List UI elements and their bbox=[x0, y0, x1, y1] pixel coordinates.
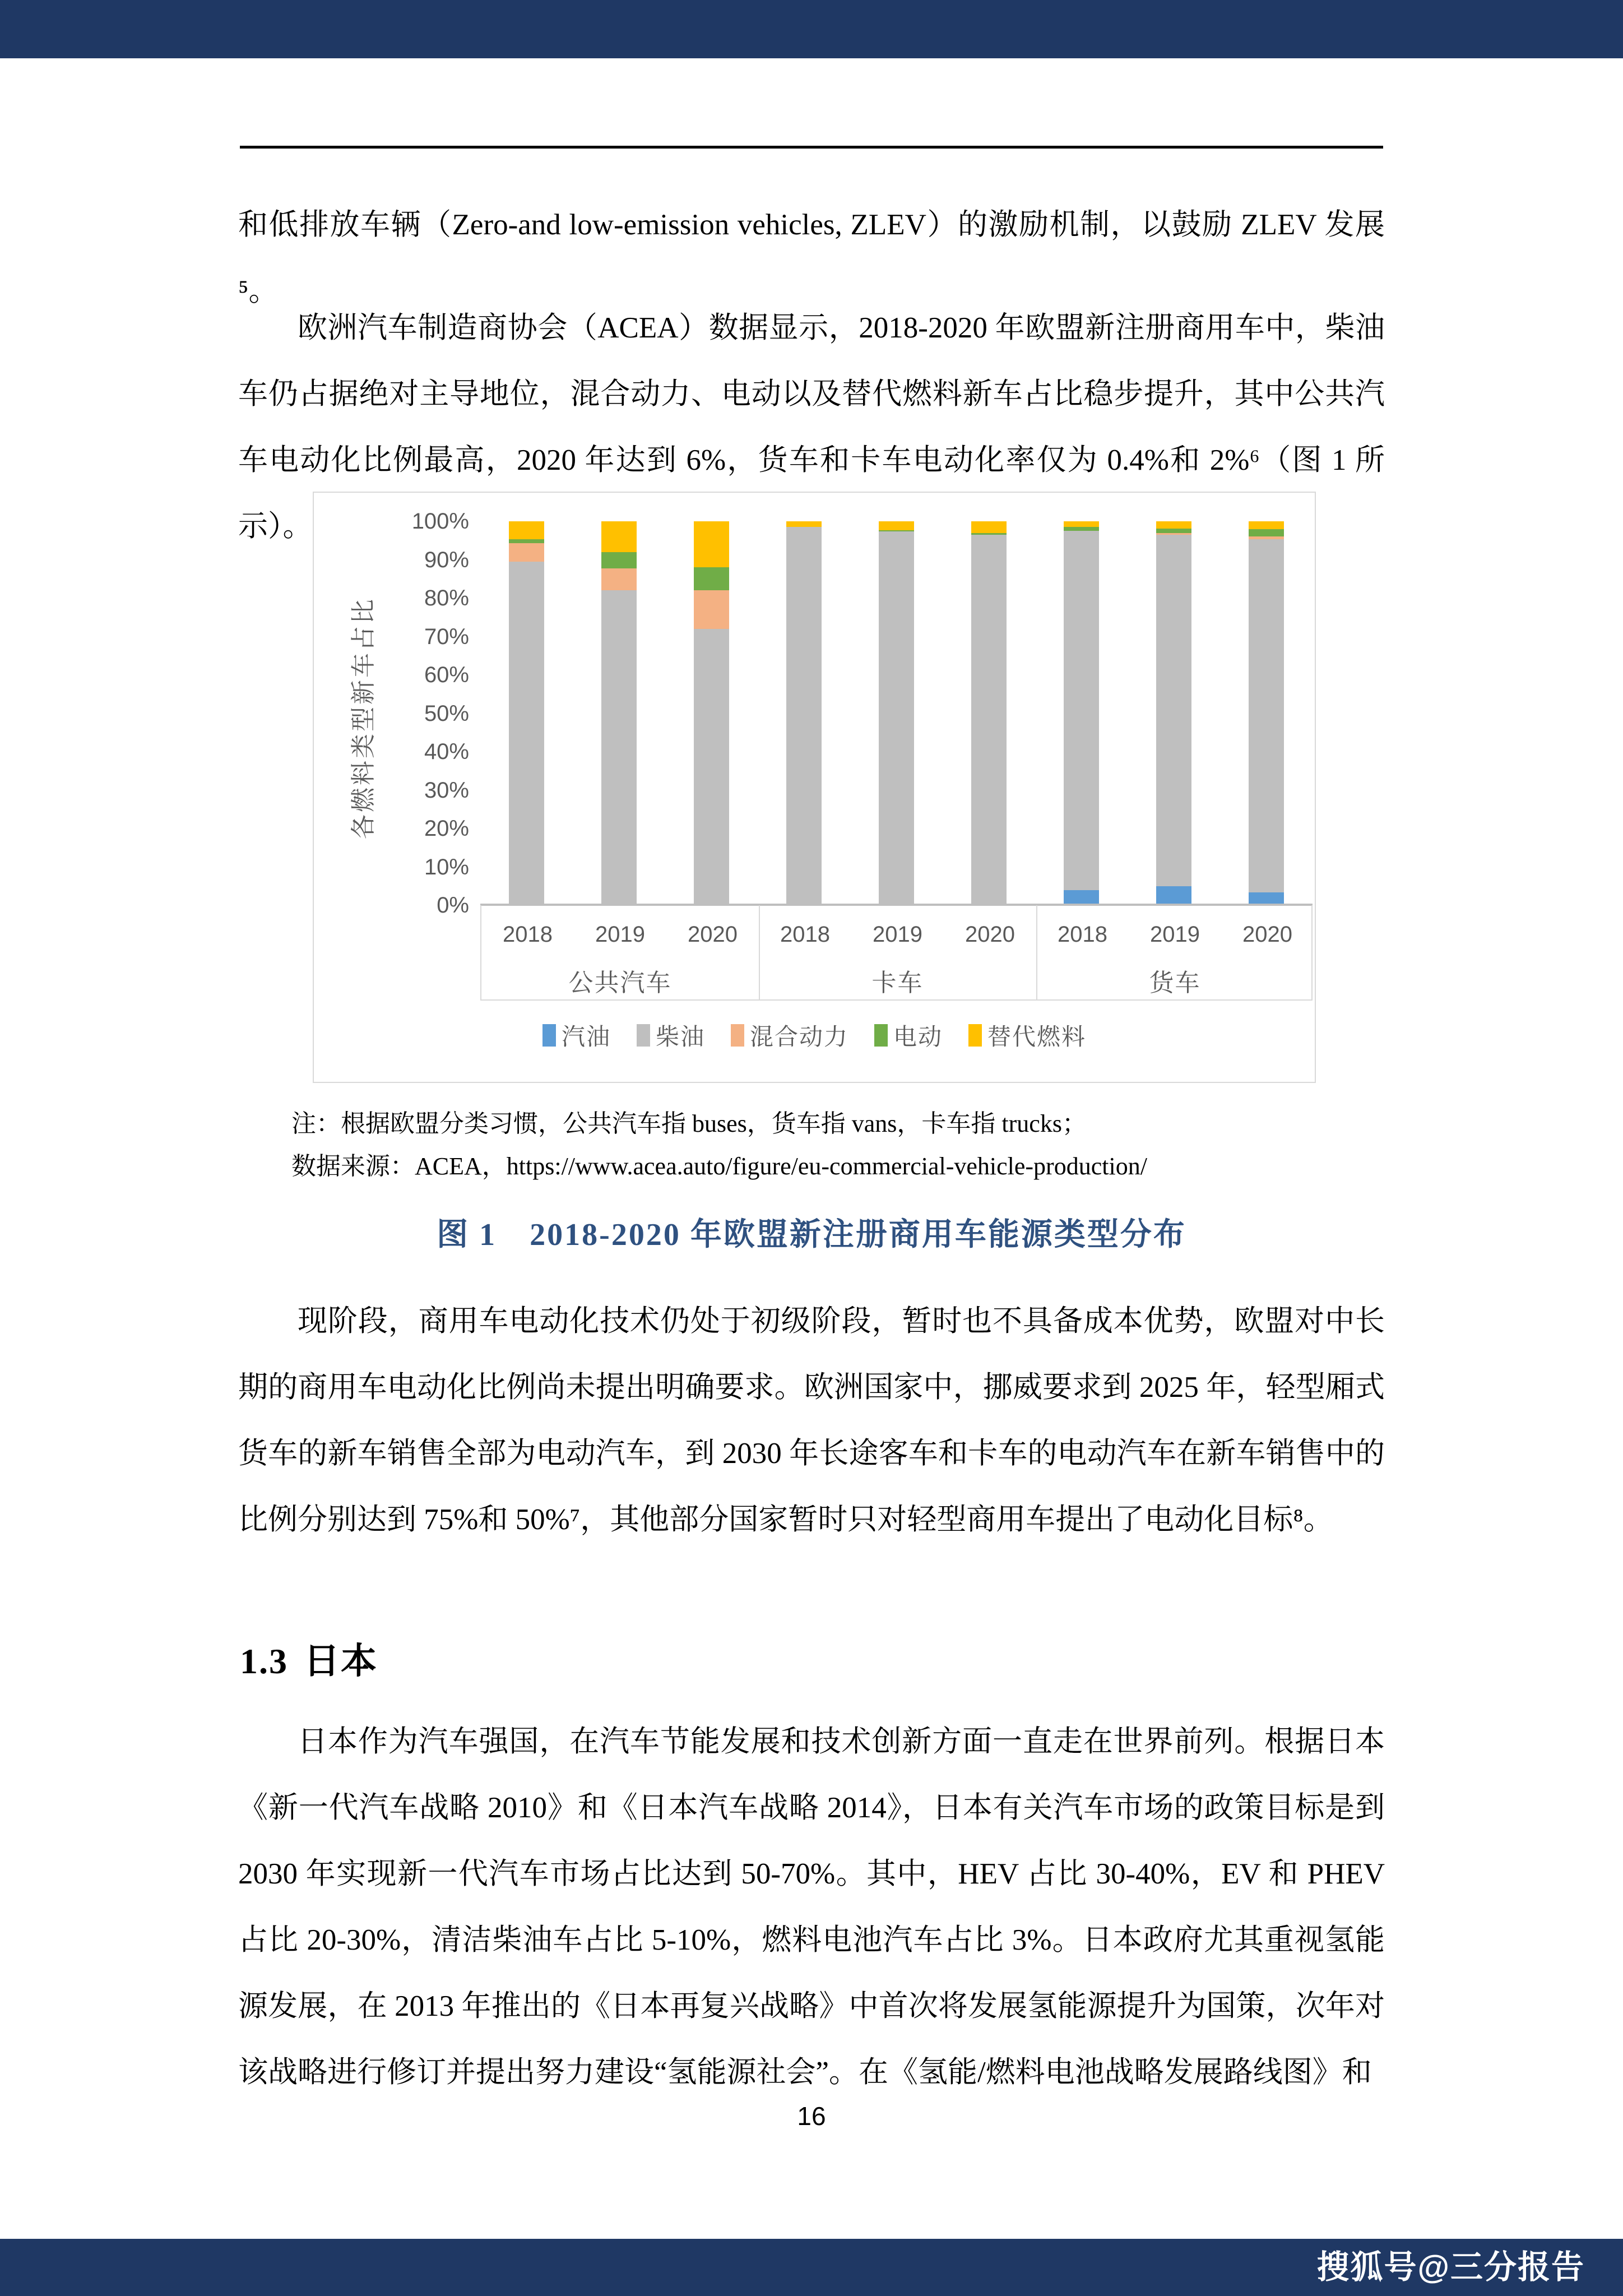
bar-segment-电动 bbox=[971, 533, 1007, 535]
section-number: 1.3 bbox=[240, 1641, 288, 1681]
y-tick-label: 60% bbox=[424, 663, 469, 687]
page-number: 16 bbox=[797, 2101, 826, 2131]
legend-item-电动 bbox=[874, 1019, 943, 1052]
x-group-separator bbox=[759, 905, 760, 1001]
legend-label: 混合动力 bbox=[749, 1024, 848, 1050]
paragraph-japan: 日本作为汽车强国，在汽车节能发展和技术创新方面一直走在世界前列。根据日本《新一代汽车战略 2010》和《日本汽车战略 2014》，日本有关汽车市场的政策目标是到 2030 年实现新一代汽车市场占比达到 50-70%。其中，HEV 占比 30-40%，EV 和 PHEV 占比 20-30%，清洁柴油车占比 5-10%，燃料电池汽车占比 3%。日本政府尤其重视氢能源发展，在 2013 年推出的《日本再复兴战略》中首次将发展氢能源提升为国策，次年对该战略进行修订并提出努力建设“氢能源社会”。在《氢能/燃料电池战略发展路线图》和 bbox=[238, 1725, 1385, 2089]
y-tick-label: 80% bbox=[424, 586, 469, 610]
legend-label: 替代燃料 bbox=[987, 1024, 1087, 1050]
bar-segment-替代燃料 bbox=[1064, 521, 1099, 527]
legend-swatch bbox=[968, 1024, 982, 1047]
y-tick-label: 40% bbox=[424, 739, 469, 764]
bar-segment-电动 bbox=[509, 539, 544, 543]
y-tick-label: 0% bbox=[437, 893, 469, 918]
header-bar bbox=[0, 0, 1623, 58]
chart-legend bbox=[314, 1019, 1315, 1052]
legend-item-混合动力 bbox=[731, 1019, 848, 1052]
section-heading-1-3-japan bbox=[240, 1632, 378, 1684]
legend-item-替代燃料 bbox=[968, 1019, 1086, 1052]
bar-segment-替代燃料 bbox=[971, 521, 1007, 533]
bar-segment-柴油 bbox=[879, 531, 914, 905]
bar-segment-柴油 bbox=[971, 535, 1007, 905]
x-year-label: 2020 bbox=[965, 922, 1015, 947]
bar-segment-柴油 bbox=[786, 527, 822, 905]
y-tick-label: 90% bbox=[424, 547, 469, 572]
x-group-label: 货车 bbox=[1149, 969, 1201, 997]
bar-segment-替代燃料 bbox=[1156, 521, 1191, 529]
x-year-label: 2019 bbox=[1150, 922, 1200, 947]
bar-segment-汽油 bbox=[1156, 886, 1191, 905]
x-year-label: 2018 bbox=[1058, 922, 1107, 947]
legend-item-柴油 bbox=[637, 1019, 705, 1052]
bar-segment-柴油 bbox=[694, 629, 729, 905]
paragraph-zlev: 和低排放车辆（Zero-and low-emission vehicles, ZLEV）的激励机制，以鼓励 ZLEV 发展⁵。 bbox=[238, 209, 1385, 307]
bar-segment-替代燃料 bbox=[694, 521, 729, 567]
y-tick-label: 50% bbox=[424, 701, 469, 726]
bar-segment-混合动力 bbox=[601, 568, 637, 590]
y-tick-label: 30% bbox=[424, 777, 469, 803]
figure-note-data-source: 数据来源：ACEA，https://www.acea.auto/figure/eu-commercial-vehicle-production/ bbox=[291, 1152, 1147, 1180]
bar-segment-电动 bbox=[1156, 529, 1191, 533]
bar-segment-电动 bbox=[601, 552, 637, 568]
x-year-label: 2019 bbox=[873, 922, 922, 947]
bar-segment-电动 bbox=[694, 567, 729, 590]
bar-segment-替代燃料 bbox=[786, 521, 822, 527]
bar-segment-混合动力 bbox=[1156, 533, 1191, 535]
y-tick-label: 70% bbox=[424, 624, 469, 649]
paragraph-acea-data: 欧洲汽车制造商协会（ACEA）数据显示，2018-2020 年欧盟新注册商用车中，柴油车仍占据绝对主导地位，混合动力、电动以及替代燃料新车占比稳步提升，其中公共汽车电动化比例最高，2020 年达到 6%，货车和卡车电动化率仅为 0.4%和 2%⁶（图 1 所示）。 bbox=[238, 312, 1385, 543]
x-year-label: 2018 bbox=[780, 922, 830, 947]
x-year-label: 2018 bbox=[503, 922, 553, 947]
bar-segment-混合动力 bbox=[509, 543, 544, 562]
legend-item-汽油 bbox=[542, 1019, 611, 1052]
y-tick-label: 20% bbox=[424, 816, 469, 841]
y-tick-label: 10% bbox=[424, 854, 469, 879]
x-group-label: 卡车 bbox=[871, 969, 924, 997]
bar-segment-替代燃料 bbox=[509, 521, 544, 539]
chart-plot bbox=[480, 521, 1313, 905]
bar-segment-柴油 bbox=[601, 590, 637, 905]
x-year-label: 2020 bbox=[688, 922, 738, 947]
section-title: 日本 bbox=[304, 1641, 378, 1681]
bar-segment-电动 bbox=[1064, 527, 1099, 531]
paragraph-ev-stage: 现阶段，商用车电动化技术仍处于初级阶段，暂时也不具备成本优势，欧盟对中长期的商用车电动化比例尚未提出明确要求。欧洲国家中，挪威要求到 2025 年，轻型厢式货车的新车销售全部为电动汽车，到 2030 年长途客车和卡车的电动汽车在新车销售中的比例分别达到 75%和 50%⁷，其他部分国家暂时只对轻型商用车提出了电动化目标⁸。 bbox=[238, 1305, 1385, 1536]
x-year-label: 2019 bbox=[595, 922, 645, 947]
footer-brand-text: 搜狐号@三分报告 bbox=[1316, 2249, 1585, 2285]
legend-swatch bbox=[542, 1024, 556, 1047]
y-tick-label: 100% bbox=[411, 509, 469, 534]
bar-segment-替代燃料 bbox=[1249, 521, 1284, 529]
legend-swatch bbox=[874, 1024, 888, 1047]
bar-segment-柴油 bbox=[509, 562, 544, 905]
legend-label: 柴油 bbox=[655, 1024, 705, 1050]
legend-label: 电动 bbox=[893, 1024, 943, 1050]
figure-caption: 图 1 2018-2020 年欧盟新注册商用车能源类型分布 bbox=[437, 1218, 1186, 1252]
header-divider-line bbox=[240, 146, 1383, 149]
x-group-label: 公共汽车 bbox=[568, 969, 672, 997]
bar-segment-柴油 bbox=[1064, 531, 1099, 890]
bar-segment-汽油 bbox=[1064, 890, 1099, 905]
bar-segment-替代燃料 bbox=[879, 521, 914, 530]
legend-swatch bbox=[731, 1024, 744, 1047]
bar-segment-混合动力 bbox=[694, 590, 729, 629]
x-axis-category-table bbox=[480, 905, 1313, 1001]
y-axis-title: 各燃料类型新车占比 bbox=[350, 597, 377, 839]
bar-segment-混合动力 bbox=[1249, 536, 1284, 539]
bar-segment-替代燃料 bbox=[601, 521, 637, 552]
legend-label: 汽油 bbox=[561, 1024, 611, 1050]
x-group-separator bbox=[1036, 905, 1037, 1001]
figure-note-classification: 注：根据欧盟分类习惯，公共汽车指 buses，货车指 vans，卡车指 trucks； bbox=[291, 1110, 1087, 1137]
bar-segment-柴油 bbox=[1249, 539, 1284, 892]
bar-segment-电动 bbox=[879, 530, 914, 531]
bar-segment-电动 bbox=[1249, 529, 1284, 537]
legend-swatch bbox=[637, 1024, 650, 1047]
bar-segment-柴油 bbox=[1156, 535, 1191, 886]
x-year-label: 2020 bbox=[1242, 922, 1292, 947]
figure-1-chart bbox=[313, 492, 1316, 1083]
